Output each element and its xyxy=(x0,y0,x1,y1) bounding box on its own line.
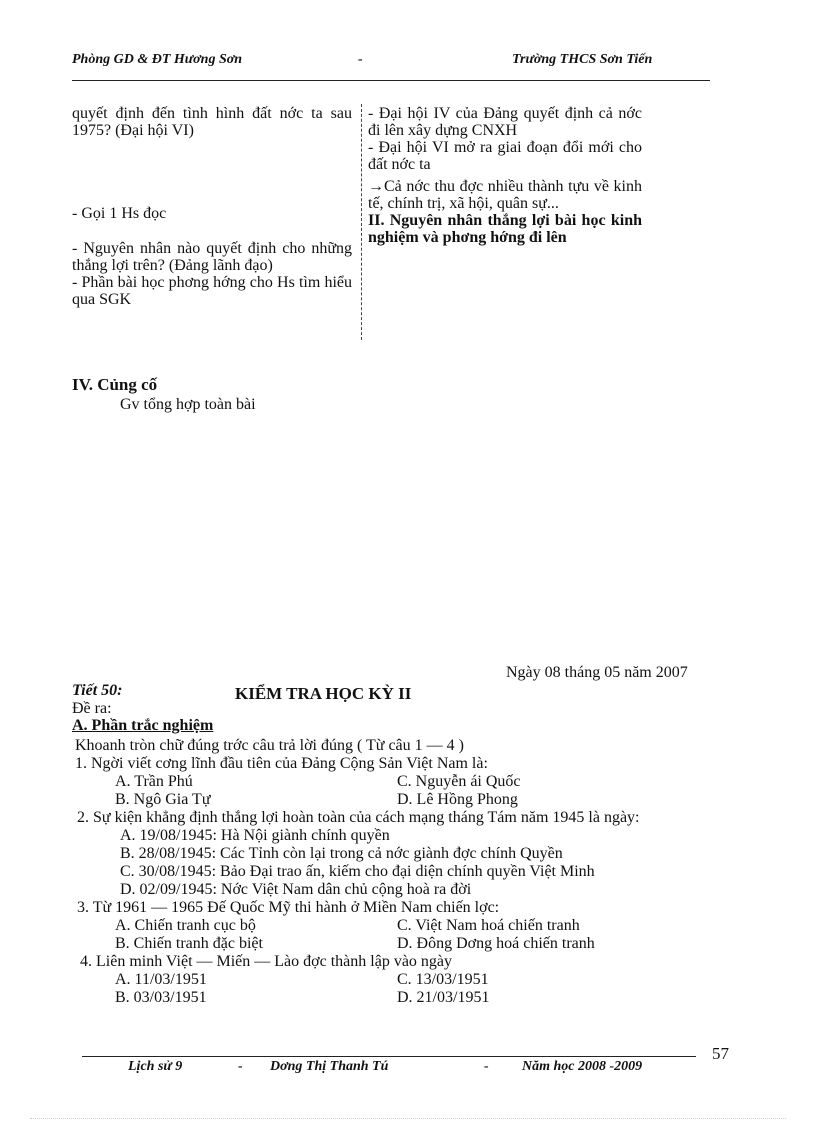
page-bottom-dotted-rule xyxy=(30,1118,786,1119)
q4-option-b: B. 03/03/1951 xyxy=(115,989,207,1006)
header-school-name: Trường THCS Sơn Tiến xyxy=(512,52,653,67)
footer-separator-2: - xyxy=(484,1059,489,1074)
footer-separator-1: - xyxy=(238,1059,243,1074)
left-paragraph-2: - Gọi 1 Hs đọc xyxy=(72,205,167,222)
header-rule xyxy=(72,80,710,81)
q1-option-c: C. Nguyễn ái Quốc xyxy=(397,773,521,790)
header-separator: - xyxy=(358,52,363,67)
question-1: 1. Ngời viết cơng lĩnh đầu tiên của Đảng Cộng Sản Việt Nam là: xyxy=(75,755,488,772)
q2-option-d: D. 02/09/1945: Nớc Việt Nam dân chủ cộng hoà ra đời xyxy=(120,881,472,898)
footer-teacher: Dơng Thị Thanh Tú xyxy=(270,1059,389,1074)
q3-option-c: C. Việt Nam hoá chiến tranh xyxy=(397,917,580,934)
right-heading-ii: II. Nguyên nhân thắng lợi bài học kinh nghiệm và phơng hớng đi lên xyxy=(368,212,642,246)
section-iv-title: IV. Củng cố xyxy=(72,375,158,394)
right-paragraph-3: →Cả nớc thu đợc nhiều thành tựu về kinh tế, chính trị, xã hội, quân sự... xyxy=(368,178,642,212)
table-left-column xyxy=(72,105,352,308)
right-paragraph-1: - Đại hội IV của Đảng quyết định cả nớc đi lên xây dựng CNXH xyxy=(368,105,642,139)
left-paragraph-1: quyết định đến tình hình đất nớc ta sau 1975? (Đại hội VI) xyxy=(72,105,352,139)
q3-option-d: D. Đông Dơng hoá chiến tranh xyxy=(397,935,595,952)
exam-de-ra: Đề ra: xyxy=(72,700,112,717)
q1-option-a: A. Trần Phú xyxy=(115,773,193,790)
q2-option-c: C. 30/08/1945: Bảo Đại trao ấn, kiếm cho đại diện chính quyền Việt Minh xyxy=(120,863,595,880)
q1-option-d: D. Lê Hồng Phong xyxy=(397,791,518,808)
lesson-number: Tiết 50: xyxy=(72,682,123,699)
exam-date: Ngày 08 tháng 05 năm 2007 xyxy=(506,664,688,681)
exam-title: KIỂM TRA HỌC KỲ II xyxy=(235,684,412,703)
section-iv-text: Gv tổng hợp toàn bài xyxy=(120,396,256,413)
right-paragraph-2: - Đại hội VI mở ra giai đoạn đổi mới cho đất nớc ta xyxy=(368,139,642,173)
q4-option-a: A. 11/03/1951 xyxy=(115,971,207,988)
q4-option-c: C. 13/03/1951 xyxy=(397,971,489,988)
question-2: 2. Sự kiện khẳng định thắng lợi hoàn toàn của cách mạng tháng Tám năm 1945 là ngày: xyxy=(77,809,640,826)
q2-option-a: A. 19/08/1945: Hà Nội giành chính quyền xyxy=(120,827,390,844)
footer-school-year: Năm học 2008 -2009 xyxy=(522,1059,643,1074)
footer-rule xyxy=(82,1056,696,1057)
q1-option-b: B. Ngô Gia Tự xyxy=(115,791,211,808)
q3-option-a: A. Chiến tranh cục bộ xyxy=(115,917,256,934)
page-number: 57 xyxy=(712,1044,729,1063)
question-4: 4. Liên minh Việt — Miến — Lào đợc thành lập vào ngày xyxy=(80,953,453,970)
left-paragraph-3: - Nguyên nhân nào quyết định cho những thắng lợi trên? (Đảng lãnh đạo) xyxy=(72,240,352,274)
question-3: 3. Từ 1961 — 1965 Đế Quốc Mỹ thi hành ở Miền Nam chiến lợc: xyxy=(77,899,500,916)
exam-instruction: Khoanh tròn chữ đúng trớc câu trả lời đúng ( Từ câu 1 — 4 ) xyxy=(75,737,464,754)
header-school-office: Phòng GD & ĐT Hương Sơn xyxy=(72,52,243,67)
q2-option-b: B. 28/08/1945: Các Tỉnh còn lại trong cả nớc giành đợc chính Quyền xyxy=(120,845,563,862)
q3-option-b: B. Chiến tranh đặc biệt xyxy=(115,935,263,952)
left-paragraph-4: - Phần bài học phơng hớng cho Hs tìm hiểu qua SGK xyxy=(72,274,352,308)
table-right-column xyxy=(368,105,642,246)
part-a-heading: A. Phần trắc nghiệm xyxy=(72,717,214,734)
q4-option-d: D. 21/03/1951 xyxy=(397,989,490,1006)
footer-subject: Lịch sử 9 xyxy=(128,1059,183,1074)
column-divider xyxy=(361,104,362,340)
